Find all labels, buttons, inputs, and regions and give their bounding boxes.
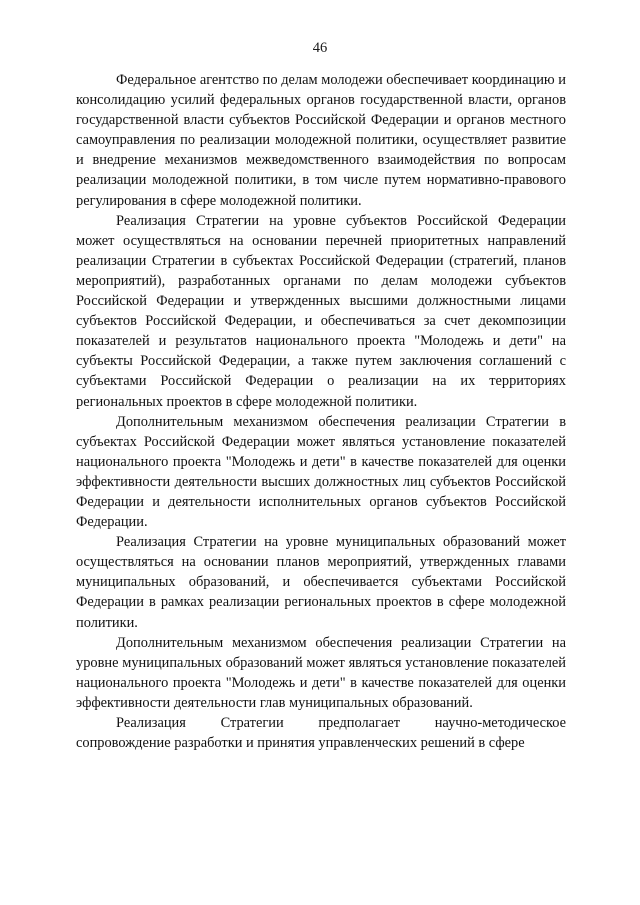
paragraph-4: Реализация Стратегии на уровне муниципальных образований может осуществляться на основании планов мероприятий, утвержденных главами муниципальных образований, и обеспечивается субъектами Российской Федерации в рамках реализации региональных проектов в сфере молодежной политики. bbox=[76, 534, 566, 631]
paragraph-1: Федеральное агентство по делам молодежи обеспечивает координацию и консолидацию усилий федеральных органов государственной власти, органов государственной власти субъектов Российской Федерации и органов местного самоуправления по реализации молодежной политики, осуществляет развитие и внедрение механизмов межведомственного взаимодействия по вопросам реализации молодежной политики, в том числе путем нормативно-правового регулирования в сфере молодежной политики. bbox=[76, 72, 566, 209]
paragraph-5: Дополнительным механизмом обеспечения реализации Стратегии на уровне муниципальных образований может являться установление показателей национального проекта "Молодежь и дети" в качестве показателей для оценки эффективности деятельности глав муниципальных образований. bbox=[76, 634, 566, 711]
page-number: 46 bbox=[312, 40, 328, 56]
paragraph-6: Реализация Стратегии предполагает научно-методическое сопровождение разработки и принятия управленческих решений в сфере bbox=[76, 715, 566, 752]
paragraph-3: Дополнительным механизмом обеспечения реализации Стратегии в субъектах Российской Федерации может являться установление показателей национального проекта "Молодежь и дети" в качестве показателей для оценки эффективности деятельности высших должностных лиц субъектов Российской Федерации и деятельности исполнительных органов субъектов Российской Федерации. bbox=[76, 413, 566, 531]
document-body bbox=[76, 70, 566, 753]
paragraph-2: Реализация Стратегии на уровне субъектов Российской Федерации может осуществляться на основании перечней приоритетных направлений реализации Стратегии в субъектах Российской Федерации (стратегий, планов мероприятий), разработанных органами по делам молодежи субъектов Российской Федерации и утвержденных высшими должностными лицами субъектов Российской Федерации, и обеспечиваться за счет декомпозиции показателей и результатов национального проекта "Молодежь и дети" на субъекты Российской Федерации, а также путем заключения соглашений с субъектами Российской Федерации о реализации на их территориях региональных проектов в сфере молодежной политики. bbox=[76, 212, 566, 410]
